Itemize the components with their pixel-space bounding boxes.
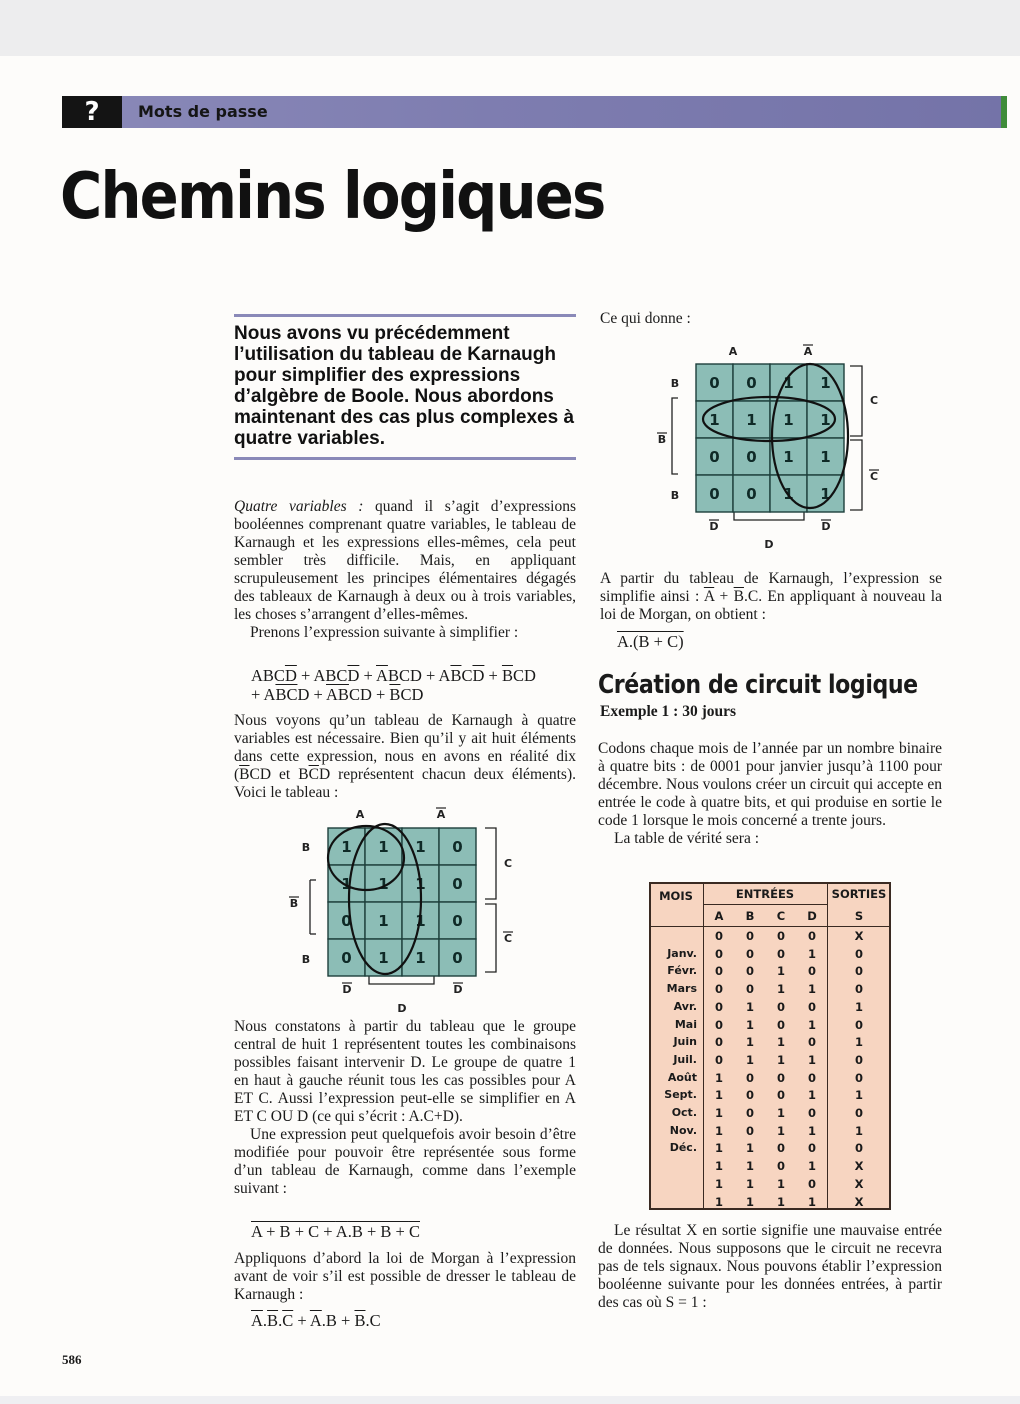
row-value: 1 — [745, 1052, 754, 1067]
right-paragraph-4: La table de vérité sera : — [614, 830, 760, 847]
row-output: 0 — [854, 1070, 863, 1085]
row-value: 1 — [745, 1017, 754, 1032]
kmap1-label-d: D — [397, 1002, 407, 1015]
row-value: 1 — [776, 1035, 785, 1050]
example-heading: Exemple 1 : 30 jours — [600, 703, 737, 720]
kmap1-cell-value: 0 — [452, 875, 463, 893]
row-value: 1 — [714, 1123, 723, 1138]
kmap1-label-b: B — [301, 841, 311, 854]
table-header-line — [649, 926, 891, 927]
row-value: 0 — [745, 929, 754, 943]
kmap2-label-d-bar-2: D — [821, 520, 831, 533]
row-month: Août — [667, 1070, 697, 1084]
row-value: 1 — [714, 1088, 723, 1103]
row-value: 0 — [776, 1159, 785, 1174]
kmap1-cell-value: 1 — [415, 838, 426, 856]
row-value: 1 — [776, 982, 785, 997]
kmap1-label-a: A — [355, 808, 365, 821]
page-number: 586 — [62, 1352, 82, 1367]
row-value: 1 — [776, 964, 785, 979]
header-mois: MOIS — [659, 889, 693, 903]
kmap1-cell-value: 0 — [452, 912, 463, 930]
row-value: 1 — [776, 1194, 785, 1209]
row-value: 1 — [714, 1070, 723, 1085]
row-value: 0 — [714, 982, 723, 997]
row-value: 0 — [807, 1070, 816, 1085]
kmap2-label-b-2: B — [670, 489, 680, 502]
kmap2-label-d: D — [764, 538, 774, 551]
kmap1-cell-value: 1 — [378, 875, 389, 893]
question-mark-icon: ? — [62, 96, 122, 128]
kmap1-label-d-bar-2: D — [453, 983, 463, 996]
row-value: 1 — [745, 999, 754, 1014]
kmap2-label-a: A — [728, 345, 738, 358]
row-value: 0 — [745, 1106, 754, 1120]
left-paragraph-3b: et — [271, 766, 299, 783]
kmap2-label-c: C — [869, 394, 879, 407]
kmap2-cell-value: 0 — [746, 485, 757, 503]
formula-1: $ABC\overline{D} + ABC\overline{D} + \overline{A}BCD + A\overline{B}C\overline{D} + \overline{B}CD$ + $A\overline{BC}D + \overline{AB}CD + \overline{B}CD$ — [251, 666, 536, 704]
row-value: 0 — [776, 999, 785, 1014]
row-month: Févr. — [667, 964, 697, 978]
row-month: Avr. — [673, 999, 697, 1013]
kmap2-cell-value: 0 — [746, 374, 757, 392]
row-value: 1 — [714, 1141, 723, 1156]
right-paragraph-2b: . En appliquant à nouveau la loi de Morgan, on obtient : — [600, 588, 942, 623]
intro-text: Nous avons vu précédemment l’utilisation du tableau de Karnaugh pour simplifier des expressions d’algèbre de Boole. Nous abordons maintenant des cas plus complexes à quatre variables. — [234, 323, 575, 449]
row-value: 0 — [776, 946, 785, 961]
section-heading: Création de circuit logique — [598, 670, 918, 700]
row-value: 0 — [745, 1070, 754, 1085]
row-output: 0 — [854, 964, 863, 979]
row-output: X — [854, 1176, 864, 1191]
left-paragraph-3c: représentent chacun deux éléments). Voici le tableau : — [234, 766, 577, 801]
right-paragraph-3: Codons chaque mois de l’année par un nombre binaire à quatre bits : de 0001 pour janvier jusqu’à 1100 pour décembre. Nous voulons créer un circuit qui accepte en entrée le code à quatre bits, et qui produise en sortie le code 1 lorsque le mois concerné a trente jours. — [598, 740, 942, 829]
kmap1-cell-value: 0 — [452, 838, 463, 856]
section-label: Mots de passe — [138, 102, 268, 121]
row-output: 0 — [854, 982, 863, 997]
kmap1-cell-value: 1 — [378, 838, 389, 856]
kmap2-label-a-bar: A — [803, 345, 813, 358]
row-value: 0 — [807, 1106, 816, 1120]
header-entrees: ENTRÉES — [735, 887, 795, 901]
kmap1-label-b-bar: B — [289, 897, 299, 910]
row-month: Nov. — [669, 1123, 697, 1137]
kmap2-cell-value: 0 — [709, 485, 720, 503]
row-month: Mars — [666, 982, 697, 996]
row-value: 0 — [745, 964, 754, 979]
section-banner — [62, 96, 1007, 128]
kmap1-label-c: C — [503, 857, 513, 870]
header-col-b: B — [745, 909, 755, 923]
quatre-variables-lead: Quatre variables : — [234, 498, 364, 515]
intro-box — [234, 314, 576, 460]
row-month: Oct. — [671, 1106, 697, 1119]
kmap2-cell-value: 1 — [783, 448, 794, 466]
right-paragraph-1: Ce qui donne : — [600, 310, 691, 327]
left-paragraph-3a: Nous voyons qu’un tableau de Karnaugh à quatre variables est nécessaire. Bien qu’il y ait huit éléments dans cette expression, nous en avons en réalité dix ( — [234, 712, 576, 783]
row-output: 0 — [854, 1052, 863, 1067]
header-col-a: A — [714, 909, 724, 923]
row-value: 1 — [776, 1052, 785, 1067]
row-value: 1 — [807, 1088, 816, 1103]
left-paragraph-1: quand il s’agit d’expressions booléennes comprenant quatre variables, le tableau de Karnaugh et les expressions elles-mêmes, cela peut sembler très difficile. Mais, en appliquant scrupuleusement les principes élémentaires dégagés des tableaux de Karnaugh à deux ou à trois variables, les choses s’arrangent d’elles-mêmes. — [234, 498, 576, 623]
kmap1-cell-value: 1 — [378, 912, 389, 930]
kmap1-label-d-bar: D — [342, 983, 352, 996]
kmap1-cell-value: 1 — [341, 875, 352, 893]
page-title: Chemins logiques — [60, 160, 605, 234]
right-text-3 — [598, 740, 942, 848]
right-text-4 — [598, 1222, 942, 1312]
row-value: 1 — [807, 1017, 816, 1032]
row-value: 0 — [776, 1141, 785, 1156]
kmap2-cell-value: 1 — [783, 411, 794, 429]
kmap1-cell-value: 0 — [341, 949, 352, 967]
row-value: 0 — [714, 929, 723, 943]
kmap1-cell-value: 1 — [378, 949, 389, 967]
row-value: 0 — [714, 1017, 723, 1032]
row-value: 1 — [745, 1194, 754, 1209]
kmap1-cell-value: 1 — [341, 838, 352, 856]
row-value: 1 — [714, 1106, 723, 1120]
row-value: 1 — [776, 1106, 785, 1120]
table-border-right — [889, 882, 891, 1210]
row-value: 1 — [745, 1176, 754, 1191]
row-output: X — [854, 1159, 864, 1174]
row-output: 0 — [854, 1017, 863, 1032]
row-value: 1 — [807, 982, 816, 997]
row-value: 0 — [745, 1088, 754, 1103]
row-value: 0 — [745, 1123, 754, 1138]
formula-4: A.(B + C) — [617, 632, 684, 651]
row-value: 1 — [776, 1123, 785, 1138]
row-value: 0 — [807, 1141, 816, 1156]
kmap2-label-b: B — [670, 377, 680, 390]
row-value: 0 — [807, 999, 816, 1014]
row-output: 1 — [854, 1088, 863, 1103]
table-border-top — [649, 882, 891, 884]
row-month: Juin — [673, 1035, 697, 1049]
right-paragraph-2a: A partir du tableau de Karnaugh, l’expression se simplifie ainsi : — [600, 570, 942, 605]
left-text-2: Nous voyons qu’un tableau de Karnaugh à quatre variables est nécessaire. Bien qu’il y ait huit éléments dans cette expression, nous en avons en réalité dix ($\overline{B}CD$ et $B\overline{C}D$ représentent chacun deux éléments). Voici le tableau : — [234, 712, 577, 801]
bottom-margin — [0, 1396, 1020, 1404]
header-s: S — [854, 909, 864, 923]
truth-table — [649, 882, 891, 1210]
row-month: Mai — [674, 1017, 697, 1031]
formula-2: A + B + C + A.B + B + C — [251, 1222, 420, 1241]
top-margin — [0, 0, 1020, 56]
kmap1-label-a-bar: A — [436, 808, 446, 821]
left-paragraph-6: Appliquons d’abord la loi de Morgan à l’expression avant de voir s’il est possible de dresser le tableau de Karnaugh : — [234, 1250, 576, 1303]
kmap2-cell-value: 0 — [746, 448, 757, 466]
right-paragraph-5: Le résultat X en sortie signifie une mauvaise entrée de données. Nous supposons que le circuit ne recevra pas de tels signaux. Nous pouvons établir l’expression booléenne suivante pour les données entrées, à partir des cas où S = 1 : — [598, 1222, 942, 1311]
row-output: 1 — [854, 1035, 863, 1050]
row-output: 1 — [854, 999, 863, 1014]
kmap1-cell-value: 1 — [415, 912, 426, 930]
left-paragraph-2: Prenons l’expression suivante à simplifier : — [250, 624, 519, 641]
row-value: 0 — [807, 1176, 816, 1191]
row-value: 0 — [807, 929, 816, 943]
row-value: 0 — [776, 1017, 785, 1032]
left-paragraph-4: Nous constatons à partir du tableau que le groupe central de huit 1 représentent toutes les combinaisons possibles faisant intervenir D. Le groupe de quatre 1 en haut à gauche réunit tous les cas possibles pour A ET C. Aussi l’expression peut-elle se simplifier en A ET C OU D (ce qui s’écrit : A.C+D). — [234, 1018, 576, 1125]
row-value: 0 — [776, 929, 785, 943]
kmap2-cell-value: 1 — [783, 374, 794, 392]
row-output: X — [854, 1194, 864, 1209]
row-value: 1 — [807, 946, 816, 961]
row-value: 1 — [807, 1052, 816, 1067]
kmap2-cell-value: 1 — [709, 411, 720, 429]
left-text-1 — [234, 498, 576, 642]
left-text-4 — [234, 1250, 576, 1304]
row-value: 0 — [807, 964, 816, 979]
kmap1-label-c-bar: C — [503, 932, 513, 945]
kmap2-cell-value: 1 — [783, 485, 794, 503]
row-month: Janv. — [667, 946, 697, 960]
kmap2-cell-value: 1 — [820, 485, 831, 503]
row-month: Juil. — [673, 1052, 697, 1066]
row-value: 0 — [714, 964, 723, 979]
karnaugh-map-1 — [280, 800, 520, 1020]
row-value: 0 — [776, 1088, 785, 1103]
row-value: 1 — [745, 1141, 754, 1156]
kmap1-cell-value: 1 — [415, 875, 426, 893]
header-col-c: C — [776, 909, 786, 923]
row-value: 0 — [776, 1070, 785, 1085]
kmap1-cell-value: 0 — [341, 912, 352, 930]
row-output: 1 — [854, 1123, 863, 1138]
row-output: X — [854, 929, 864, 943]
row-value: 0 — [807, 1035, 816, 1050]
row-value: 1 — [745, 1159, 754, 1174]
row-month: Sept. — [664, 1088, 697, 1102]
karnaugh-map-2 — [652, 336, 892, 556]
kmap2-cell-value: 0 — [709, 374, 720, 392]
left-text-3 — [234, 1018, 576, 1198]
kmap2-cell-value: 0 — [709, 448, 720, 466]
row-value: 0 — [745, 982, 754, 997]
kmap2-cell-value: 1 — [820, 374, 831, 392]
kmap1-cell-value: 1 — [415, 949, 426, 967]
row-value: 1 — [714, 1159, 723, 1174]
row-value: 0 — [714, 1052, 723, 1067]
row-value: 0 — [714, 1035, 723, 1050]
header-col-d: D — [807, 909, 817, 923]
table-divider-mois — [703, 882, 704, 1210]
kmap1-label-b-2: B — [301, 953, 311, 966]
right-text-1 — [600, 310, 942, 328]
kmap2-cell-value: 1 — [746, 411, 757, 429]
right-text-2: A partir du tableau de Karnaugh, l’expression se simplifie ainsi : $\overline{A} + \overline{B}.C$. En appliquant à nouveau la loi de Morgan, on obtient : — [600, 570, 942, 623]
kmap2-cell-value: 1 — [820, 448, 831, 466]
banner-edge — [1001, 96, 1007, 128]
row-value: 1 — [714, 1194, 723, 1209]
kmap2-cell-value: 1 — [820, 411, 831, 429]
kmap2-label-d-bar: D — [709, 520, 719, 533]
kmap1-cell-value: 0 — [452, 949, 463, 967]
table-border-left — [649, 882, 651, 1210]
row-value: 1 — [745, 1035, 754, 1050]
row-output: 0 — [854, 1141, 863, 1156]
row-output: 0 — [854, 946, 863, 961]
row-value: 1 — [714, 1176, 723, 1191]
row-output: 0 — [854, 1106, 863, 1120]
row-value: 1 — [807, 1194, 816, 1209]
formula-3: $\overline{A}.\overline{B}.\overline{C} + \overline{A}.B + \overline{B}.C$ — [251, 1311, 381, 1330]
left-paragraph-5: Une expression peut quelquefois avoir besoin d’être modifiée pour pouvoir être représentée sous forme d’un tableau de Karnaugh, comme dans l’exemple suivant : — [234, 1126, 576, 1197]
table-header-subline — [703, 904, 827, 905]
kmap2-label-c-bar: C — [869, 470, 879, 483]
table-divider-sorties — [827, 882, 828, 1210]
header-sorties: SORTIES — [831, 887, 887, 901]
row-value: 1 — [807, 1159, 816, 1174]
row-value: 0 — [714, 999, 723, 1014]
row-value: 0 — [714, 946, 723, 961]
row-month: Déc. — [669, 1141, 697, 1155]
row-value: 1 — [776, 1176, 785, 1191]
kmap2-label-b-bar: B — [657, 433, 667, 446]
row-value: 0 — [745, 946, 754, 961]
row-value: 1 — [807, 1123, 816, 1138]
